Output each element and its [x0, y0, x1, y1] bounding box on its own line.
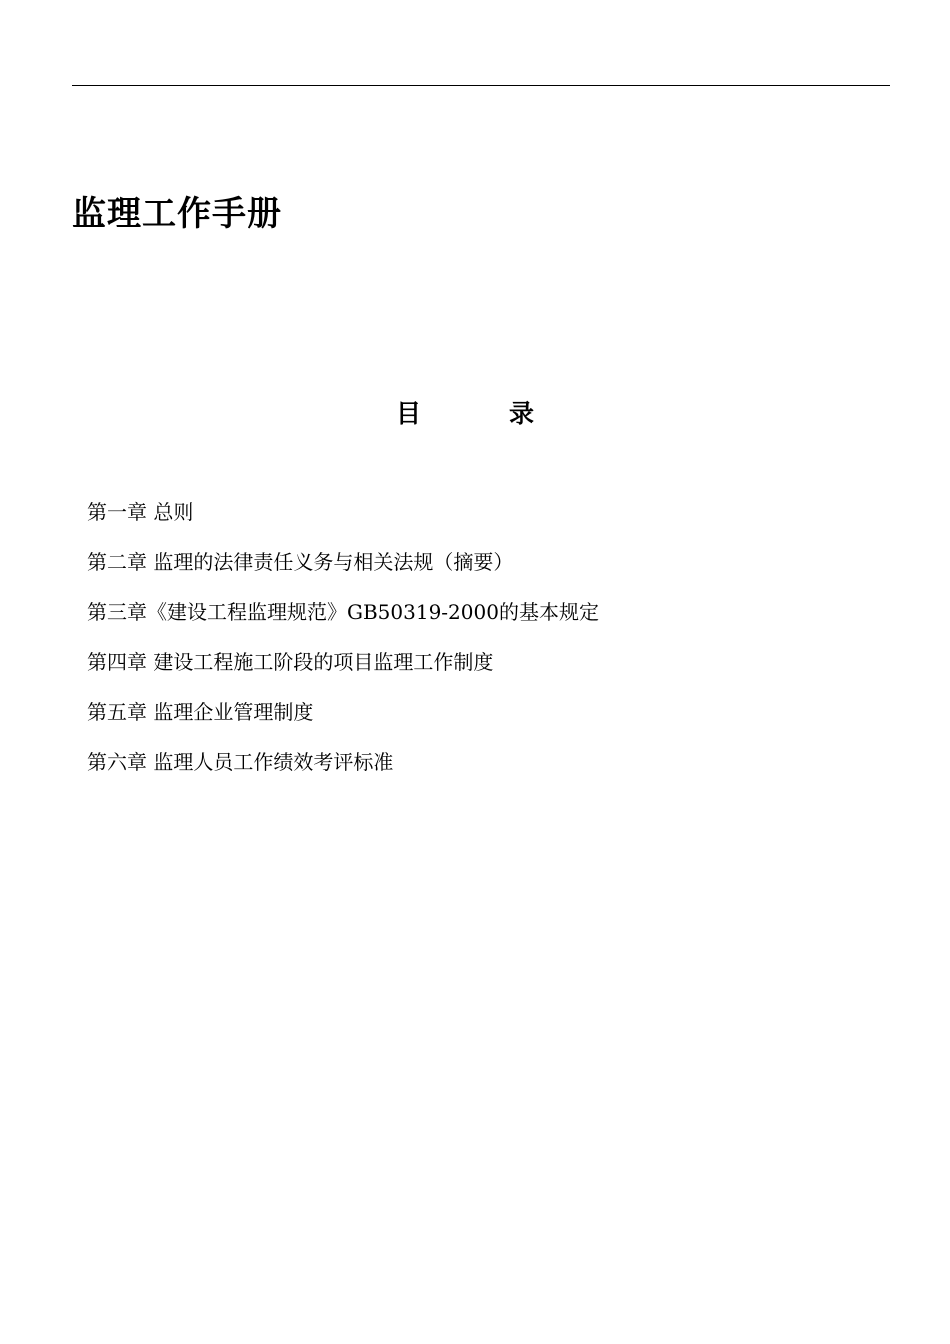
- table-of-contents: [87, 492, 599, 792]
- toc-item-chapter-2: 第二章 监理的法律责任义务与相关法规（摘要）: [87, 550, 514, 574]
- document-title: 监理工作手册: [72, 194, 282, 234]
- toc-item-chapter-3: 第三章《建设工程监理规范》GB50319-2000的基本规定: [87, 600, 599, 624]
- toc-item-chapter-4: 第四章 建设工程施工阶段的项目监理工作制度: [87, 650, 494, 674]
- toc-heading: [0, 392, 950, 436]
- toc-item-chapter-6: 第六章 监理人员工作绩效考评标准: [87, 750, 394, 774]
- toc-item-chapter-1: 第一章 总则: [87, 500, 194, 524]
- toc-heading-char-1: 目: [395, 399, 421, 428]
- header-rule: [72, 85, 890, 86]
- toc-item-chapter-5: 第五章 监理企业管理制度: [87, 700, 314, 724]
- toc-heading-char-2: 录: [509, 399, 535, 428]
